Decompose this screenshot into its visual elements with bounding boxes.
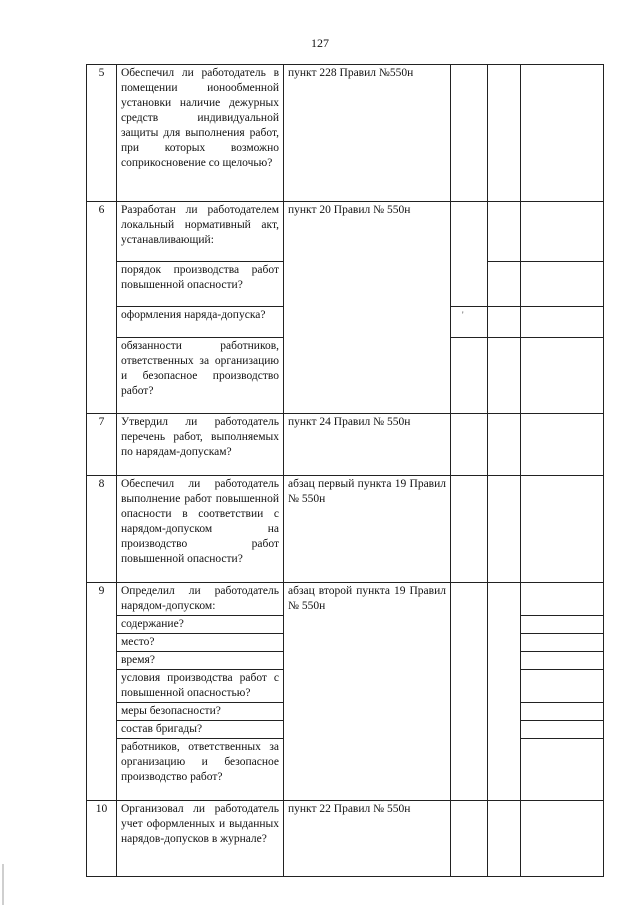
answer-cell xyxy=(451,307,488,338)
question-cell: Разработан ли работодателем локальный нормативный акт, устанавливающий: xyxy=(117,202,284,262)
answer-cell xyxy=(488,262,521,307)
sub-question-cell: состав бригады? xyxy=(117,721,284,739)
note-cell xyxy=(521,634,604,652)
row-number: 6 xyxy=(87,202,117,414)
answer-cell xyxy=(451,202,488,307)
note-cell xyxy=(521,476,604,583)
sub-question-cell: оформления наряда-допуска? xyxy=(117,307,284,338)
question-cell: Определил ли работодатель нарядом-допуском: xyxy=(117,583,284,616)
answer-cell xyxy=(488,307,521,338)
sub-question-cell: меры безопасности? xyxy=(117,703,284,721)
sub-question-cell: порядок производства работ повышенной опасности? xyxy=(117,262,284,307)
reference-cell: пункт 22 Правил № 550н xyxy=(284,801,451,877)
question-cell: Организовал ли работодатель учет оформленных и выданных нарядов-допусков в журнале? xyxy=(117,801,284,877)
note-cell xyxy=(521,652,604,670)
note-cell xyxy=(521,670,604,703)
checklist-table xyxy=(86,64,604,877)
answer-cell xyxy=(451,338,488,414)
answer-cell xyxy=(451,414,488,476)
note-cell xyxy=(521,262,604,307)
answer-cell xyxy=(488,65,521,202)
reference-cell: абзац второй пункта 19 Правил № 550н xyxy=(284,583,451,801)
note-cell xyxy=(521,801,604,877)
row-number: 7 xyxy=(87,414,117,476)
question-cell: Утвердил ли работодатель перечень работ, выполняемых по нарядам-допускам? xyxy=(117,414,284,476)
reference-cell: абзац первый пункта 19 Правил № 550н xyxy=(284,476,451,583)
note-cell xyxy=(521,583,604,616)
note-cell xyxy=(521,65,604,202)
stray-tick-mark: ' xyxy=(462,310,464,320)
sub-question-cell: обязанности работников, ответственных за организацию и безопасное производство работ? xyxy=(117,338,284,414)
sub-question-cell: содержание? xyxy=(117,616,284,634)
reference-cell: пункт 20 Правил № 550н xyxy=(284,202,451,414)
reference-cell: пункт 24 Правил № 550н xyxy=(284,414,451,476)
answer-cell xyxy=(488,414,521,476)
table-row xyxy=(87,476,604,583)
answer-cell xyxy=(451,476,488,583)
sub-question-cell: работников, ответственных за организацию и безопасное производство работ? xyxy=(117,739,284,801)
table-row xyxy=(87,202,604,262)
row-number: 9 xyxy=(87,583,117,801)
answer-cell xyxy=(451,65,488,202)
table-row xyxy=(87,65,604,202)
answer-cell xyxy=(488,801,521,877)
question-cell: Обеспечил ли работодатель в помещении ионообменной установки наличие дежурных средств индивидуальной защиты для выполнения работ, при которых возможно соприкосновение со щелочью? xyxy=(117,65,284,202)
note-cell xyxy=(521,202,604,262)
note-cell xyxy=(521,721,604,739)
table-row xyxy=(87,583,604,616)
answer-cell xyxy=(488,338,521,414)
note-cell xyxy=(521,414,604,476)
table-row xyxy=(87,801,604,877)
answer-cell xyxy=(488,583,521,801)
note-cell xyxy=(521,307,604,338)
answer-cell xyxy=(488,202,521,262)
scan-edge-line xyxy=(2,864,4,905)
answer-cell xyxy=(488,476,521,583)
note-cell xyxy=(521,703,604,721)
sub-question-cell: условия производства работ с повышенной опасностью? xyxy=(117,670,284,703)
note-cell xyxy=(521,338,604,414)
note-cell xyxy=(521,616,604,634)
answer-cell xyxy=(451,583,488,801)
reference-cell: пункт 228 Правил №550н xyxy=(284,65,451,202)
question-cell: Обеспечил ли работодатель выполнение работ повышенной опасности в соответствии с нарядом-допуском на производство работ повышенной опасности? xyxy=(117,476,284,583)
row-number: 10 xyxy=(87,801,117,877)
sub-question-cell: время? xyxy=(117,652,284,670)
row-number: 5 xyxy=(87,65,117,202)
page-number: 127 xyxy=(311,36,329,50)
sub-question-cell: место? xyxy=(117,634,284,652)
row-number: 8 xyxy=(87,476,117,583)
answer-cell xyxy=(451,801,488,877)
table-row xyxy=(87,414,604,476)
note-cell xyxy=(521,739,604,801)
